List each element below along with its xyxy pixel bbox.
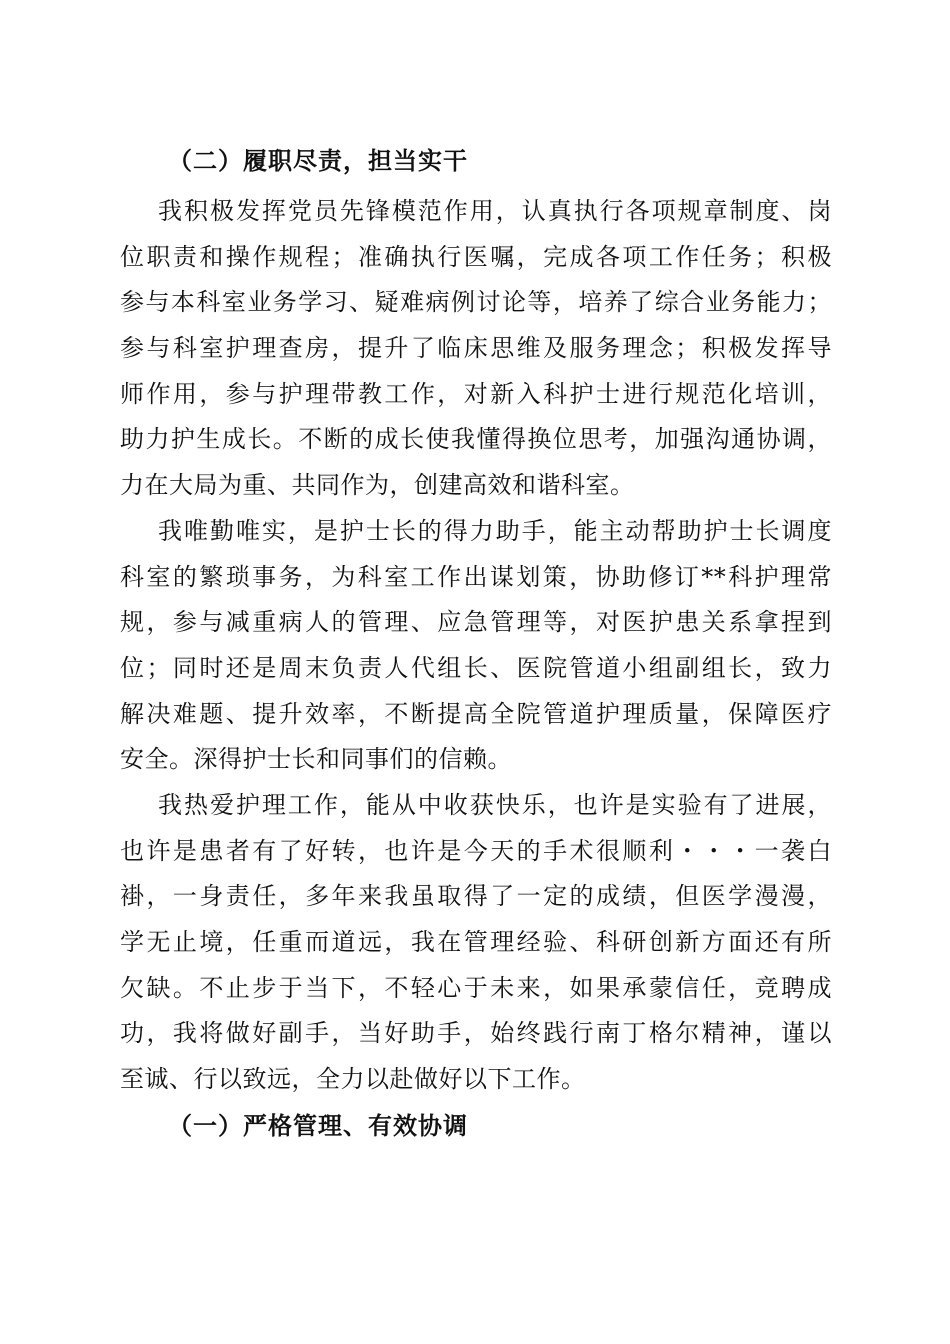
section-heading-1: （一）严格管理、有效协调 bbox=[168, 1110, 468, 1140]
text-line: 功，我将做好副手，当好助手，始终践行南丁格尔精神，谨以 bbox=[120, 1019, 832, 1048]
text-line: 褂，一身责任，多年来我虽取得了一定的成绩，但医学漫漫， bbox=[120, 882, 832, 911]
text-line: 学无止境，任重而道远，我在管理经验、科研创新方面还有所 bbox=[120, 928, 832, 956]
text-line: 参与科室护理查房，提升了临床思维及服务理念；积极发挥导 bbox=[120, 334, 832, 363]
paragraph-assistant bbox=[120, 511, 832, 780]
text-line: 参与本科室业务学习、疑难病例讨论等，培养了综合业务能力； bbox=[120, 288, 832, 317]
paragraph-duties bbox=[120, 191, 832, 506]
text-line: 助力护生成长。不断的成长使我懂得换位思考，加强沟通协调， bbox=[120, 425, 832, 454]
text-line: 欠缺。不止步于当下，不轻心于未来，如果承蒙信任，竞聘成 bbox=[120, 973, 832, 1002]
text-line: 力在大局为重、共同作为，创建高效和谐科室。 bbox=[120, 471, 635, 500]
text-line: 安全。深得护士长和同事们的信赖。 bbox=[120, 745, 512, 774]
text-line: 我唯勤唯实，是护士长的得力助手，能主动帮助护士长调度 bbox=[158, 516, 832, 545]
text-line: 规，参与减重病人的管理、应急管理等，对医护患关系拿捏到 bbox=[120, 608, 832, 637]
text-line: 解决难题、提升效率，不断提高全院管道护理质量，保障医疗 bbox=[120, 699, 832, 728]
document-body bbox=[120, 140, 832, 1156]
section-heading-2: （二）履职尽责，担当实干 bbox=[168, 146, 468, 175]
text-line: 至诚、行以致远，全力以赴做好以下工作。 bbox=[120, 1065, 586, 1094]
text-line: 我热爱护理工作，能从中收获快乐，也许是实验有了进展， bbox=[158, 790, 832, 819]
text-line: 科室的繁琐事务，为科室工作出谋划策，协助修订**科护理常 bbox=[120, 562, 832, 591]
text-line: 师作用，参与护理带教工作，对新入科护士进行规范化培训， bbox=[120, 379, 832, 408]
text-line: 位；同时还是周末负责人代组长、医院管道小组副组长，致力 bbox=[120, 653, 832, 682]
text-line: 也许是患者有了好转，也许是今天的手术很顺利・・・一袭白 bbox=[120, 836, 832, 865]
paragraph-passion bbox=[120, 785, 832, 1100]
text-line: 位职责和操作规程；准确执行医嘱，完成各项工作任务；积极 bbox=[120, 242, 832, 271]
text-line: 我积极发挥党员先锋模范作用，认真执行各项规章制度、岗 bbox=[158, 197, 832, 225]
